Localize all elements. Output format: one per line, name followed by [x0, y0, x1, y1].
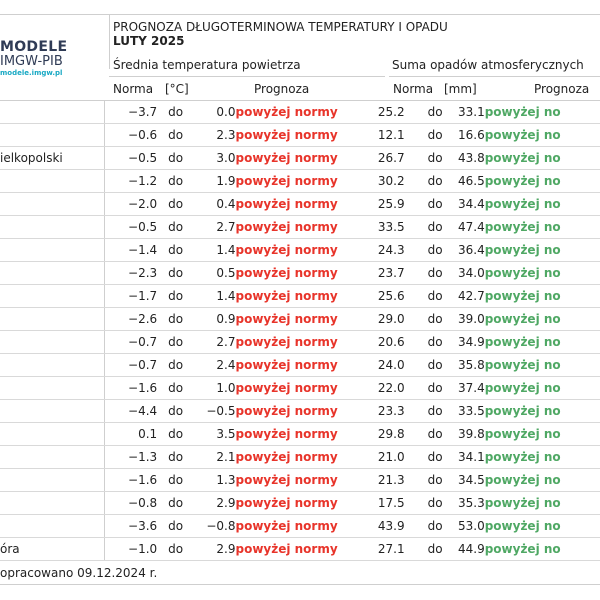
temp-do-label	[157, 285, 206, 308]
table-row	[0, 331, 600, 354]
temp-norm-min: −2.6	[104, 308, 157, 331]
temp-forecast: powyżej normy	[235, 239, 376, 262]
region-name	[0, 492, 104, 515]
precip-forecast: powyżej no	[485, 101, 600, 124]
top-divider	[0, 14, 600, 15]
temp-norm-min: −0.5	[104, 216, 157, 239]
temp-forecast: powyżej normy	[235, 147, 376, 170]
region-name	[0, 170, 104, 193]
table-row	[0, 308, 600, 331]
precip-norm-max: 47.4	[456, 216, 485, 239]
precip-norm-min: 25.2	[377, 101, 405, 124]
table-row	[0, 170, 600, 193]
precip-do-label-text: do	[427, 128, 443, 142]
page-subtitle: LUTY 2025	[113, 34, 185, 48]
temp-norm-min: −0.8	[104, 492, 157, 515]
temp-norm-max: 2.7	[206, 216, 235, 239]
temp-do-label	[157, 262, 206, 285]
precip-forecast: powyżej no	[485, 147, 600, 170]
precip-do-label-text: do	[427, 335, 443, 349]
precip-norm-max: 33.5	[456, 400, 485, 423]
temp-do-label	[157, 354, 206, 377]
precip-do-label	[405, 423, 456, 446]
temp-norm-min: −3.7	[104, 101, 157, 124]
precip-do-label	[405, 308, 456, 331]
precip-forecast: powyżej no	[485, 170, 600, 193]
region-name	[0, 101, 104, 124]
precip-forecast: powyżej no	[485, 239, 600, 262]
temp-norm-max: 2.9	[206, 538, 235, 561]
temp-norm-min: −1.0	[104, 538, 157, 561]
table-row	[0, 469, 600, 492]
precip-do-label-text: do	[427, 174, 443, 188]
region-name: ielkopolski	[0, 147, 104, 170]
table-row	[0, 216, 600, 239]
precip-norm-min: 43.9	[377, 515, 405, 538]
precip-norm-max: 16.6	[456, 124, 485, 147]
precip-norm-max: 53.0	[456, 515, 485, 538]
temp-norm-max: 0.9	[206, 308, 235, 331]
temp-do-label	[157, 377, 206, 400]
precip-norm-min: 25.6	[377, 285, 405, 308]
precip-do-label-text: do	[427, 496, 443, 510]
precip-norm-min: 25.9	[377, 193, 405, 216]
precip-norm-min: 17.5	[377, 492, 405, 515]
temp-norm-min: −1.7	[104, 285, 157, 308]
precip-do-label	[405, 469, 456, 492]
temp-do-label-text: do	[168, 151, 184, 165]
precip-forecast: powyżej no	[485, 124, 600, 147]
precip-do-label	[405, 538, 456, 561]
temp-do-label-text: do	[168, 404, 184, 418]
temp-do-label-text: do	[168, 427, 184, 441]
precip-do-label	[405, 492, 456, 515]
region-name	[0, 423, 104, 446]
region-name	[0, 285, 104, 308]
forecast-table-body	[0, 101, 600, 561]
temp-norm-min: −0.6	[104, 124, 157, 147]
temp-norm-max: −0.5	[206, 400, 235, 423]
temp-do-label-text: do	[168, 450, 184, 464]
region-name	[0, 262, 104, 285]
temp-forecast: powyżej normy	[235, 354, 376, 377]
temp-norm-min: −2.0	[104, 193, 157, 216]
precip-do-label	[405, 400, 456, 423]
precip-norm-max: 34.9	[456, 331, 485, 354]
temperature-group-underline	[109, 76, 385, 77]
temp-do-label-text: do	[168, 289, 184, 303]
temp-forecast: powyżej normy	[235, 400, 376, 423]
temp-forecast: powyżej normy	[235, 492, 376, 515]
precip-norm-min: 22.0	[377, 377, 405, 400]
region-name	[0, 239, 104, 262]
precip-forecast: powyżej no	[485, 216, 600, 239]
temp-norm-min: −0.5	[104, 147, 157, 170]
precip-norm-max: 33.1	[456, 101, 485, 124]
temp-do-label	[157, 124, 206, 147]
precip-do-label-text: do	[427, 381, 443, 395]
precip-norm-max: 43.8	[456, 147, 485, 170]
table-row	[0, 377, 600, 400]
temp-norm-max: 0.0	[206, 101, 235, 124]
temp-do-label-text: do	[168, 197, 184, 211]
temp-do-label-text: do	[168, 243, 184, 257]
temp-forecast: powyżej normy	[235, 170, 376, 193]
region-name	[0, 331, 104, 354]
temp-do-label	[157, 101, 206, 124]
region-name	[0, 515, 104, 538]
table-row	[0, 538, 600, 561]
precip-forecast: powyżej no	[485, 354, 600, 377]
table-row	[0, 101, 600, 124]
precip-norm-min: 23.7	[377, 262, 405, 285]
precip-forecast: powyżej no	[485, 492, 600, 515]
table-row	[0, 446, 600, 469]
temp-norm-max: 0.5	[206, 262, 235, 285]
region-name	[0, 308, 104, 331]
precip-forecast: powyżej no	[485, 400, 600, 423]
temp-do-label-text: do	[168, 496, 184, 510]
temp-do-label	[157, 308, 206, 331]
precip-norm-max: 34.4	[456, 193, 485, 216]
region-name	[0, 469, 104, 492]
precip-forecast: powyżej no	[485, 469, 600, 492]
temp-forecast: powyżej normy	[235, 262, 376, 285]
precip-norm-min: 24.3	[377, 239, 405, 262]
precip-do-label-text: do	[427, 358, 443, 372]
temp-norm-max: 1.0	[206, 377, 235, 400]
temp-norm-min: 0.1	[104, 423, 157, 446]
temp-forecast: powyżej normy	[235, 538, 376, 561]
precip-unit-header: [mm]	[444, 82, 477, 96]
temp-prognoza-header: Prognoza	[254, 82, 310, 96]
precip-do-label-text: do	[427, 266, 443, 280]
table-row	[0, 262, 600, 285]
temp-norm-max: 1.4	[206, 239, 235, 262]
table-row	[0, 124, 600, 147]
precip-do-label-text: do	[427, 197, 443, 211]
precip-do-label	[405, 515, 456, 538]
precip-norm-max: 35.8	[456, 354, 485, 377]
precipitation-group-underline	[389, 76, 600, 77]
precip-do-label-text: do	[427, 519, 443, 533]
precip-forecast: powyżej no	[485, 262, 600, 285]
temp-do-label	[157, 239, 206, 262]
temp-norm-max: 0.4	[206, 193, 235, 216]
precip-do-label-text: do	[427, 542, 443, 556]
temp-do-label-text: do	[168, 358, 184, 372]
logo-url: modele.imgw.pl	[0, 69, 63, 77]
precip-forecast: powyżej no	[485, 193, 600, 216]
precip-do-label-text: do	[427, 105, 443, 119]
temp-forecast: powyżej normy	[235, 216, 376, 239]
precip-norm-min: 26.7	[377, 147, 405, 170]
precip-do-label-text: do	[427, 450, 443, 464]
precipitation-group-header: Suma opadów atmosferycznych	[392, 58, 584, 72]
precip-forecast: powyżej no	[485, 446, 600, 469]
precip-norm-max: 42.7	[456, 285, 485, 308]
region-name	[0, 377, 104, 400]
temp-forecast: powyżej normy	[235, 101, 376, 124]
precip-do-label	[405, 354, 456, 377]
region-name	[0, 446, 104, 469]
precip-norm-min: 29.0	[377, 308, 405, 331]
temp-do-label	[157, 147, 206, 170]
precip-norm-max: 34.5	[456, 469, 485, 492]
precip-norm-min: 27.1	[377, 538, 405, 561]
logo-line-modele: MODELE	[0, 39, 68, 55]
precip-norm-min: 12.1	[377, 124, 405, 147]
temp-forecast: powyżej normy	[235, 446, 376, 469]
temp-do-label	[157, 446, 206, 469]
precip-norm-min: 20.6	[377, 331, 405, 354]
precip-do-label-text: do	[427, 473, 443, 487]
temp-do-label	[157, 216, 206, 239]
table-row	[0, 239, 600, 262]
temp-do-label	[157, 492, 206, 515]
precip-do-label-text: do	[427, 243, 443, 257]
temp-forecast: powyżej normy	[235, 423, 376, 446]
precip-forecast: powyżej no	[485, 331, 600, 354]
precip-norm-min: 21.3	[377, 469, 405, 492]
precip-norm-min: 23.3	[377, 400, 405, 423]
temp-norm-max: 2.7	[206, 331, 235, 354]
precip-do-label	[405, 216, 456, 239]
precip-norm-max: 39.8	[456, 423, 485, 446]
temp-do-label-text: do	[168, 105, 184, 119]
temp-norm-max: 3.0	[206, 147, 235, 170]
temp-do-label	[157, 331, 206, 354]
precip-do-label-text: do	[427, 289, 443, 303]
temp-do-label-text: do	[168, 174, 184, 188]
table-row	[0, 285, 600, 308]
temp-do-label	[157, 515, 206, 538]
precip-do-label-text: do	[427, 427, 443, 441]
temp-forecast: powyżej normy	[235, 124, 376, 147]
precip-norm-min: 33.5	[377, 216, 405, 239]
region-name	[0, 216, 104, 239]
precip-do-label	[405, 147, 456, 170]
temp-do-label-text: do	[168, 266, 184, 280]
temp-norm-min: −2.3	[104, 262, 157, 285]
temp-norm-min: −3.6	[104, 515, 157, 538]
table-row	[0, 515, 600, 538]
temp-norm-max: 1.9	[206, 170, 235, 193]
temp-norm-max: 3.5	[206, 423, 235, 446]
temp-norm-max: 1.3	[206, 469, 235, 492]
precip-norm-max: 36.4	[456, 239, 485, 262]
temp-forecast: powyżej normy	[235, 469, 376, 492]
temp-norm-max: −0.8	[206, 515, 235, 538]
temp-do-label-text: do	[168, 220, 184, 234]
precip-norm-max: 34.0	[456, 262, 485, 285]
precip-do-label	[405, 377, 456, 400]
precip-do-label-text: do	[427, 404, 443, 418]
precip-prognoza-header: Prognoza	[534, 82, 590, 96]
table-row	[0, 354, 600, 377]
temp-do-label	[157, 469, 206, 492]
precip-do-label-text: do	[427, 151, 443, 165]
temp-norm-max: 2.9	[206, 492, 235, 515]
precip-do-label	[405, 124, 456, 147]
temp-do-label	[157, 193, 206, 216]
region-name	[0, 193, 104, 216]
temp-norm-max: 2.1	[206, 446, 235, 469]
temp-norm-min: −1.2	[104, 170, 157, 193]
logo-line-imgw: IMGW-PIB	[0, 54, 63, 69]
temp-do-label	[157, 423, 206, 446]
temp-do-label-text: do	[168, 335, 184, 349]
imgw-logo	[0, 40, 67, 78]
precip-norm-max: 37.4	[456, 377, 485, 400]
temp-norm-min: −1.6	[104, 377, 157, 400]
table-row	[0, 400, 600, 423]
temp-norma-header: Norma	[113, 82, 154, 96]
temp-do-label-text: do	[168, 312, 184, 326]
table-row	[0, 492, 600, 515]
precip-do-label	[405, 262, 456, 285]
precip-norm-max: 39.0	[456, 308, 485, 331]
temp-do-label-text: do	[168, 519, 184, 533]
precip-norma-header: Norma	[393, 82, 434, 96]
precip-forecast: powyżej no	[485, 308, 600, 331]
precip-forecast: powyżej no	[485, 515, 600, 538]
temp-forecast: powyżej normy	[235, 193, 376, 216]
precip-do-label	[405, 285, 456, 308]
temp-unit-header: [°C]	[165, 82, 189, 96]
footer-note: opracowano 09.12.2024 r.	[0, 566, 158, 580]
temp-do-label-text: do	[168, 542, 184, 556]
precip-forecast: powyżej no	[485, 377, 600, 400]
temp-forecast: powyżej normy	[235, 308, 376, 331]
temp-forecast: powyżej normy	[235, 331, 376, 354]
precip-norm-min: 29.8	[377, 423, 405, 446]
precip-do-label	[405, 101, 456, 124]
precip-norm-min: 24.0	[377, 354, 405, 377]
region-name	[0, 354, 104, 377]
temp-norm-min: −4.4	[104, 400, 157, 423]
precip-norm-min: 21.0	[377, 446, 405, 469]
precip-norm-max: 46.5	[456, 170, 485, 193]
forecast-table	[0, 101, 600, 561]
precip-norm-max: 44.9	[456, 538, 485, 561]
temp-do-label	[157, 170, 206, 193]
precip-do-label	[405, 239, 456, 262]
table-row	[0, 193, 600, 216]
temp-norm-max: 1.4	[206, 285, 235, 308]
temp-norm-min: −1.4	[104, 239, 157, 262]
precip-forecast: powyżej no	[485, 538, 600, 561]
temp-do-label-text: do	[168, 473, 184, 487]
header-column-divider	[109, 14, 110, 69]
temp-forecast: powyżej normy	[235, 285, 376, 308]
precip-norm-max: 34.1	[456, 446, 485, 469]
temp-forecast: powyżej normy	[235, 377, 376, 400]
temp-norm-min: −0.7	[104, 331, 157, 354]
region-name: óra	[0, 538, 104, 561]
temp-forecast: powyżej normy	[235, 515, 376, 538]
temp-do-label	[157, 400, 206, 423]
temp-norm-min: −0.7	[104, 354, 157, 377]
temp-norm-max: 2.4	[206, 354, 235, 377]
precip-do-label	[405, 446, 456, 469]
precip-forecast: powyżej no	[485, 423, 600, 446]
region-name	[0, 124, 104, 147]
table-row	[0, 423, 600, 446]
precip-do-label	[405, 193, 456, 216]
precip-norm-min: 30.2	[377, 170, 405, 193]
table-row	[0, 147, 600, 170]
precip-norm-max: 35.3	[456, 492, 485, 515]
temp-norm-max: 2.3	[206, 124, 235, 147]
region-name	[0, 400, 104, 423]
precip-forecast: powyżej no	[485, 285, 600, 308]
precip-do-label-text: do	[427, 220, 443, 234]
temp-norm-min: −1.6	[104, 469, 157, 492]
temp-do-label-text: do	[168, 128, 184, 142]
bottom-divider	[0, 584, 600, 585]
temp-do-label-text: do	[168, 381, 184, 395]
precip-do-label-text: do	[427, 312, 443, 326]
precip-do-label	[405, 331, 456, 354]
precip-do-label	[405, 170, 456, 193]
temp-do-label	[157, 538, 206, 561]
temperature-group-header: Średnia temperatura powietrza	[113, 58, 301, 72]
temp-norm-min: −1.3	[104, 446, 157, 469]
page-title: PROGNOZA DŁUGOTERMINOWA TEMPERATURY I OPADU	[113, 20, 448, 34]
